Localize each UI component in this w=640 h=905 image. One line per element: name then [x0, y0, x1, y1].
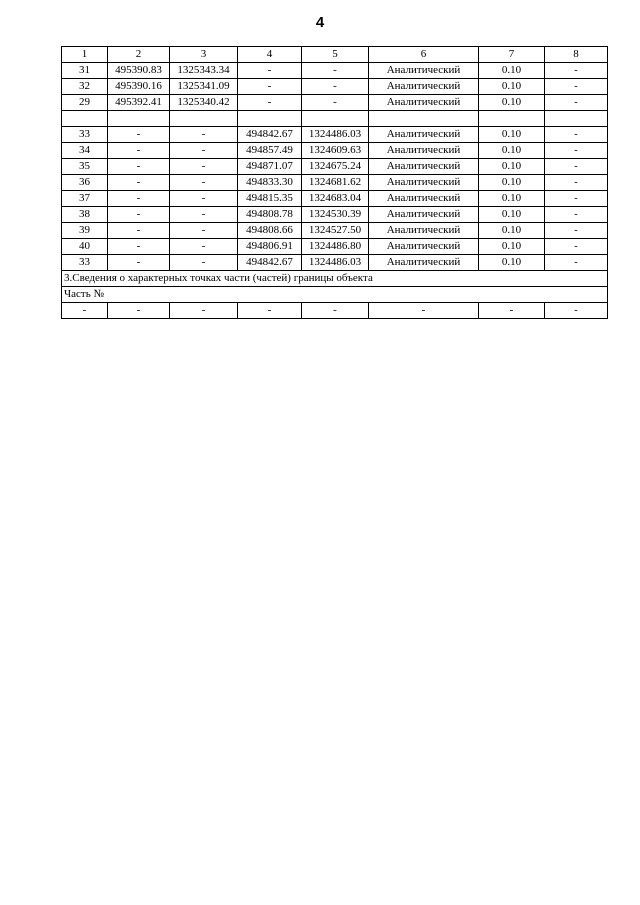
table-cell	[62, 111, 108, 127]
table-cell: -	[302, 63, 369, 79]
table-cell: 1324486.03	[302, 255, 369, 271]
table-cell: 495390.16	[108, 79, 170, 95]
table-cell: -	[108, 191, 170, 207]
table-cell: 32	[62, 79, 108, 95]
table-cell	[108, 111, 170, 127]
table-cell: Аналитический	[369, 63, 479, 79]
table-cell: -	[545, 207, 608, 223]
table-cell: -	[170, 303, 238, 319]
table-cell	[369, 111, 479, 127]
table-cell: 7	[479, 47, 545, 63]
table-cell: 0.10	[479, 175, 545, 191]
table-cell: Аналитический	[369, 95, 479, 111]
table-cell: 34	[62, 143, 108, 159]
table-cell: -	[545, 127, 608, 143]
table-cell: 33	[62, 127, 108, 143]
table-cell: -	[170, 175, 238, 191]
table-cell: 33	[62, 255, 108, 271]
table-cell: 8	[545, 47, 608, 63]
table-cell: -	[108, 255, 170, 271]
page-number: 4	[315, 14, 325, 31]
table-cell: Аналитический	[369, 223, 479, 239]
table-cell: -	[170, 191, 238, 207]
table-cell: 38	[62, 207, 108, 223]
table-cell: 6	[369, 47, 479, 63]
table-cell: -	[302, 95, 369, 111]
table-cell: -	[479, 303, 545, 319]
table-cell: 40	[62, 239, 108, 255]
table-cell: 35	[62, 159, 108, 175]
table-cell: -	[170, 159, 238, 175]
table-cell: 494871.07	[238, 159, 302, 175]
table-cell: -	[170, 143, 238, 159]
table-cell: 1325340.42	[170, 95, 238, 111]
table-cell: Аналитический	[369, 191, 479, 207]
table-row	[62, 207, 608, 223]
table-cell: 1324683.04	[302, 191, 369, 207]
blank-row	[62, 111, 608, 127]
table-cell: -	[545, 303, 608, 319]
table-cell: Аналитический	[369, 207, 479, 223]
table-cell: -	[545, 175, 608, 191]
table-row	[62, 303, 608, 319]
part-label: Часть №	[62, 287, 608, 303]
table-row	[62, 239, 608, 255]
part-label-row	[62, 287, 608, 303]
table-cell: -	[238, 303, 302, 319]
table-cell: 494806.91	[238, 239, 302, 255]
table-row	[62, 175, 608, 191]
table-cell: -	[170, 255, 238, 271]
table-cell: 2	[108, 47, 170, 63]
table-cell: -	[170, 239, 238, 255]
table-row	[62, 63, 608, 79]
table-cell: -	[545, 223, 608, 239]
header-row	[62, 47, 608, 63]
table-cell: -	[545, 95, 608, 111]
table-cell: -	[302, 79, 369, 95]
table-cell: 1324681.62	[302, 175, 369, 191]
table-cell: -	[545, 63, 608, 79]
table-cell: Аналитический	[369, 175, 479, 191]
table-cell: 494808.78	[238, 207, 302, 223]
table-cell: 1324527.50	[302, 223, 369, 239]
table-row	[62, 159, 608, 175]
table-cell: 36	[62, 175, 108, 191]
table-cell: -	[62, 303, 108, 319]
table-cell: -	[108, 175, 170, 191]
table-row	[62, 191, 608, 207]
table-cell: 5	[302, 47, 369, 63]
table-cell: Аналитический	[369, 127, 479, 143]
table-cell: Аналитический	[369, 255, 479, 271]
table-cell: Аналитический	[369, 79, 479, 95]
table-cell: 494857.49	[238, 143, 302, 159]
table-row	[62, 223, 608, 239]
table-cell: -	[369, 303, 479, 319]
table-cell: -	[545, 79, 608, 95]
table-cell: 0.10	[479, 95, 545, 111]
table-cell: -	[545, 159, 608, 175]
table-cell: -	[108, 303, 170, 319]
table-cell: 494833.30	[238, 175, 302, 191]
table-cell: 0.10	[479, 143, 545, 159]
table-cell	[479, 111, 545, 127]
table-cell: 37	[62, 191, 108, 207]
table-cell: 0.10	[479, 191, 545, 207]
table-cell: 29	[62, 95, 108, 111]
table-row	[62, 127, 608, 143]
table-cell: -	[545, 255, 608, 271]
table-cell: 494842.67	[238, 127, 302, 143]
table-cell: -	[108, 239, 170, 255]
table-cell: -	[238, 95, 302, 111]
table-row	[62, 79, 608, 95]
table-cell: 0.10	[479, 127, 545, 143]
table-cell: 1324530.39	[302, 207, 369, 223]
table-cell: 495390.83	[108, 63, 170, 79]
table-cell: 0.10	[479, 79, 545, 95]
table-cell: -	[545, 191, 608, 207]
table-cell: 0.10	[479, 63, 545, 79]
table-cell: 494808.66	[238, 223, 302, 239]
table-cell	[170, 111, 238, 127]
table-cell: 0.10	[479, 223, 545, 239]
table-cell: -	[108, 127, 170, 143]
table-cell: 494842.67	[238, 255, 302, 271]
table-row	[62, 95, 608, 111]
section-title-row	[62, 271, 608, 287]
table-cell: 4	[238, 47, 302, 63]
table-cell	[545, 111, 608, 127]
table-cell: -	[108, 143, 170, 159]
table-cell: 1325341.09	[170, 79, 238, 95]
table-cell: 1324675.24	[302, 159, 369, 175]
table-cell: -	[545, 239, 608, 255]
table-cell: -	[302, 303, 369, 319]
table-cell: -	[170, 207, 238, 223]
table-cell: 0.10	[479, 239, 545, 255]
table-cell: 39	[62, 223, 108, 239]
table-cell: -	[238, 63, 302, 79]
table-cell: -	[238, 79, 302, 95]
table-cell: -	[170, 127, 238, 143]
table-cell: 31	[62, 63, 108, 79]
table-cell: -	[108, 159, 170, 175]
table-cell: 0.10	[479, 255, 545, 271]
table-cell: 1	[62, 47, 108, 63]
table-cell	[302, 111, 369, 127]
table-cell: 3	[170, 47, 238, 63]
table-cell: Аналитический	[369, 143, 479, 159]
table-cell: -	[108, 223, 170, 239]
table-cell: 1324609.63	[302, 143, 369, 159]
coordinates-table	[61, 46, 608, 319]
table-cell	[238, 111, 302, 127]
table-row	[62, 143, 608, 159]
table-cell: 1324486.03	[302, 127, 369, 143]
table-cell: 1325343.34	[170, 63, 238, 79]
table-cell: -	[108, 207, 170, 223]
table-cell: 0.10	[479, 159, 545, 175]
table-cell: 1324486.80	[302, 239, 369, 255]
table-cell: Аналитический	[369, 239, 479, 255]
table-body	[62, 47, 608, 319]
table-row	[62, 255, 608, 271]
table-cell: 494815.35	[238, 191, 302, 207]
table-cell: -	[545, 143, 608, 159]
table-cell: 495392.41	[108, 95, 170, 111]
table-cell: -	[170, 223, 238, 239]
table-cell: Аналитический	[369, 159, 479, 175]
section-title: 3.Сведения о характерных точках части (частей) границы объекта	[62, 271, 608, 287]
table-cell: 0.10	[479, 207, 545, 223]
